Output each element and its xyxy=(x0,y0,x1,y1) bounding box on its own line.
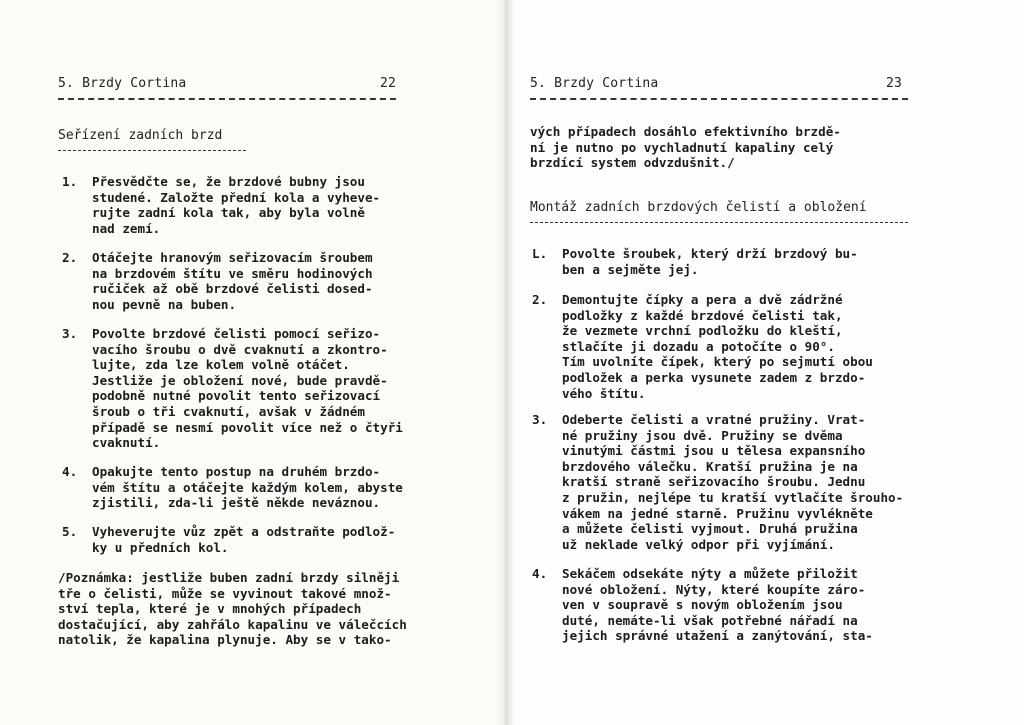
item-line: ven v soupravě s novým obložením jsou xyxy=(562,597,843,613)
page-number: 22 xyxy=(380,76,397,91)
note-line: dostačující, aby zahřálo kapalinu ve válečcích xyxy=(58,616,407,632)
book-gutter xyxy=(496,0,514,725)
running-head-title: 5. Brzdy Cortina xyxy=(530,76,659,91)
item-number: 3. xyxy=(62,326,78,341)
item-number: 1. xyxy=(62,174,78,189)
note-line: /Poznámka: jestliže buben zadní brzdy silněji xyxy=(58,570,400,585)
item-line: brzdového válečku. Kratší pružina je na xyxy=(562,458,858,474)
page-number: 23 xyxy=(886,76,903,91)
item-number: 2. xyxy=(532,292,548,307)
header-rule xyxy=(530,98,908,100)
item-line: vacího šroubu o dvě cvaknutí a zkontro- xyxy=(92,341,388,357)
item-line: vého štítu. xyxy=(562,385,646,401)
item-line: Jestliže je obložení nové, bude pravdě- xyxy=(92,372,388,388)
item-line: případě se nesmí povolit více než o čtyři xyxy=(92,419,403,435)
continuation-paragraph xyxy=(530,124,970,171)
item-line: nad zemí. xyxy=(92,220,161,236)
continuation-line: brzdící system odvzdušnit./ xyxy=(530,155,735,171)
item-line: a můžete čelisti vyjmout. Druhá pružina xyxy=(562,521,858,537)
item-line: že vezmete vrchní podložku do kleští, xyxy=(562,323,843,339)
item-line: lujte, zda lze kolem volně otáčet. xyxy=(92,357,350,373)
item-number: 5. xyxy=(62,524,78,539)
item-line: ky u předních kol. xyxy=(92,539,229,555)
item-line: Odeberte čelisti a vratné pružiny. Vrat- xyxy=(562,412,866,427)
item-line: cvaknutí. xyxy=(92,435,161,451)
item-line: Sekáčem odsekáte nýty a můžete přiložit xyxy=(562,566,858,581)
item-number: 4. xyxy=(532,566,548,581)
section-underline xyxy=(530,222,908,223)
item-number: 2. xyxy=(62,250,78,265)
section-underline xyxy=(58,150,246,151)
item-line: už neklade velký odpor při vyjímání. xyxy=(562,536,835,552)
note-line: natolik, že kapalina plynuje. Aby se v tako- xyxy=(58,632,392,648)
item-line: podložky z každé brzdové čelisti tak, xyxy=(562,307,843,323)
item-line: nové obložení. Nýty, které koupíte záro- xyxy=(562,581,866,597)
item-line: rujte zadní kola tak, aby byla volně xyxy=(92,205,365,221)
note-line: tře o čelisti, může se vyvinout takové množ- xyxy=(58,585,392,601)
section-title: Montáž zadních brzdových čelistí a obložení xyxy=(530,200,867,215)
item-line: Tím uvolníte čípek, který po sejmutí obou xyxy=(562,354,873,370)
note-paragraph xyxy=(58,570,498,648)
item-line: ručiček až obě brzdové čelisti dosed- xyxy=(92,281,373,297)
item-line: Demontujte čípky a pera a dvě zádržné xyxy=(562,292,843,307)
item-line: na brzdovém štítu ve směru hodinových xyxy=(92,265,373,281)
item-line: podobně nutné povolit tento seřizovací xyxy=(92,388,381,404)
item-line: Povolte brzdové čelisti pomocí seřizo- xyxy=(92,326,381,341)
item-line: ben a sejměte jej. xyxy=(562,261,699,277)
item-line: nou pevně na buben. xyxy=(92,296,237,312)
item-line: stlačíte ji dozadu a potočíte o 90°. xyxy=(562,338,835,354)
item-line: duté, nemáte-li však potřebné nářadí na xyxy=(562,612,858,628)
item-line: Opakujte tento postup na druhém brzdo- xyxy=(92,464,381,479)
right-page xyxy=(512,0,1024,725)
item-line: studené. Založte přední kola a vyheve- xyxy=(92,189,381,205)
running-head-title: 5. Brzdy Cortina xyxy=(58,76,187,91)
item-line: šroub o tři cvaknutí, avšak v žádném xyxy=(92,403,365,419)
item-line: vákem na jedné starně. Pružinu vyvlékněte xyxy=(562,505,873,521)
item-number: 3. xyxy=(532,412,548,427)
header-rule xyxy=(58,98,396,100)
item-number: 4. xyxy=(62,464,78,479)
section-title: Seřízení zadních brzd xyxy=(58,128,223,143)
continuation-line: ní je nutno po vychladnutí kapaliny celý xyxy=(530,139,834,155)
item-line: z pružin, nejlépe tu kratší vytlačíte šrouho- xyxy=(562,489,904,505)
item-line: podložek a perka vysunete zadem z brzdo- xyxy=(562,369,866,385)
item-line: vinutými částmi jsou u tělesa expansního xyxy=(562,443,866,459)
item-line: Povolte šroubek, který drží brzdový bu- xyxy=(562,246,858,261)
item-line: Přesvědčte se, že brzdové bubny jsou xyxy=(92,174,365,189)
continuation-line: vých případech dosáhlo efektivního brzdě- xyxy=(530,124,841,139)
item-number: L. xyxy=(532,246,548,261)
item-line: kratší straně seřizovacího šroubu. Jednu xyxy=(562,474,866,490)
item-line: zjistili, zda-li ještě někde neváznou. xyxy=(92,495,381,511)
item-line: Vyheverujte vůz zpět a odstraňte podlož- xyxy=(92,524,396,539)
item-line: vém štítu a otáčejte každým kolem, abyste xyxy=(92,479,403,495)
running-head-left xyxy=(58,76,398,136)
note-line: ství tepla, které je v mnohých případech xyxy=(58,601,362,617)
item-line: Otáčejte hranovým seřizovacím šroubem xyxy=(92,250,373,265)
item-line: né pružiny jsou dvě. Pružiny se dvěma xyxy=(562,427,843,443)
item-line: jejich správné utažení a zanýtování, sta- xyxy=(562,628,873,644)
